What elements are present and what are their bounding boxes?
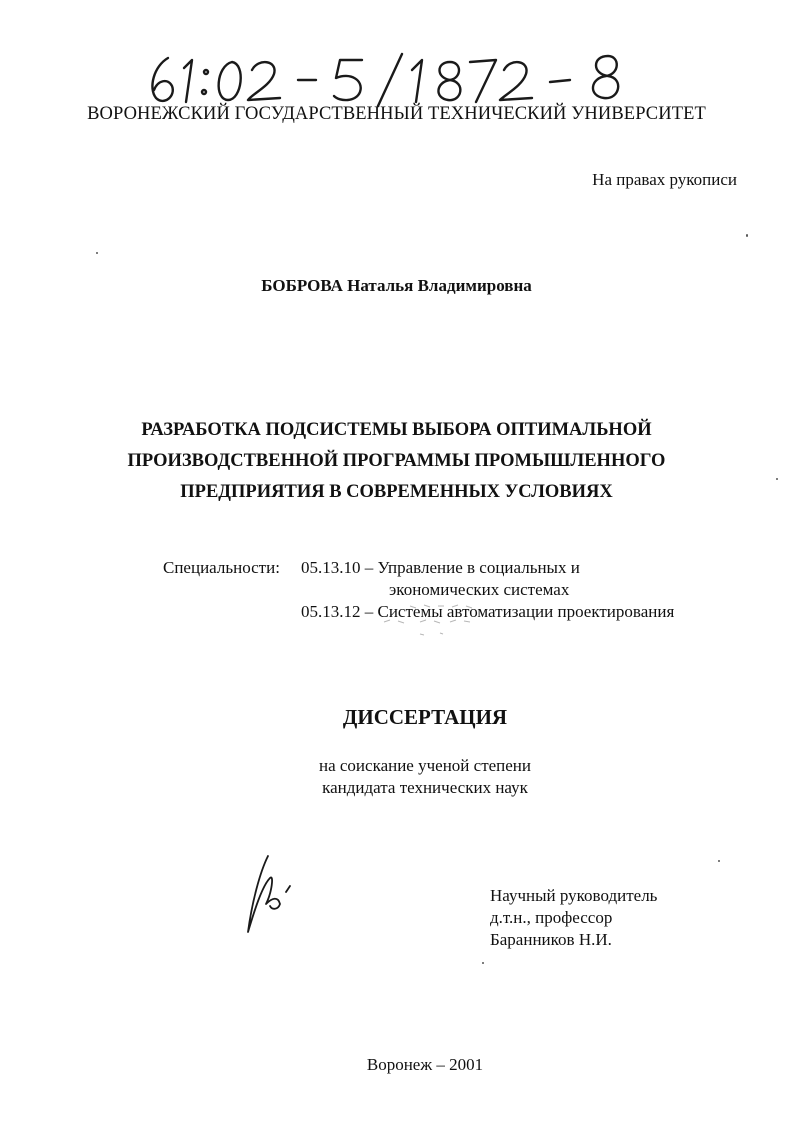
scan-speck — [776, 478, 778, 480]
supervisor-line: Научный руководитель — [490, 886, 658, 905]
degree-line: на соискание ученой степени — [318, 756, 532, 775]
city-year: Воронеж – 2001 — [366, 1055, 484, 1074]
document-type: ДИССЕРТАЦИЯ — [342, 705, 508, 729]
handwritten-catalog-number-drawing — [140, 40, 660, 110]
specialty-item-continuation: экономических системах — [389, 580, 570, 599]
scan-speck — [96, 252, 98, 254]
scan-speck — [482, 962, 484, 964]
handwritten-signature — [238, 852, 298, 937]
specialty-item: 05.13.12 – Системы автоматизации проектирования — [301, 602, 675, 621]
specialties-label: Специальности: — [163, 558, 280, 577]
faint-stamp-drawing — [380, 600, 500, 640]
signature-drawing — [238, 852, 298, 937]
degree-block — [0, 755, 793, 799]
specialty-item: 05.13.10 – Управление в социальных и — [301, 558, 580, 577]
supervisor-block — [490, 885, 657, 951]
supervisor-line: Баранников Н.И. — [490, 930, 612, 949]
rights-note: На правах рукописи — [592, 170, 737, 189]
faint-stamp-mark — [380, 600, 500, 640]
thesis-title-line: РАЗРАБОТКА ПОДСИСТЕМЫ ВЫБОРА ОПТИМАЛЬНОЙ — [141, 420, 652, 440]
thesis-title-line: ПРОИЗВОДСТВЕННОЙ ПРОГРАММЫ ПРОМЫШЛЕННОГО — [127, 451, 666, 471]
supervisor-line: д.т.н., профессор — [490, 908, 613, 927]
scan-speck — [718, 860, 720, 862]
university-name: ВОРОНЕЖСКИЙ ГОСУДАРСТВЕННЫЙ ТЕХНИЧЕСКИЙ УНИВЕРСИТЕТ — [87, 104, 706, 124]
degree-line: кандидата технических наук — [322, 778, 528, 797]
thesis-title — [90, 415, 703, 508]
thesis-title-line: ПРЕДПРИЯТИЯ В СОВРЕМЕННЫХ УСЛОВИЯХ — [180, 482, 613, 502]
handwritten-catalog-number — [140, 40, 660, 110]
scan-speck — [746, 234, 748, 237]
author-name: БОБРОВА Наталья Владимировна — [261, 276, 532, 295]
